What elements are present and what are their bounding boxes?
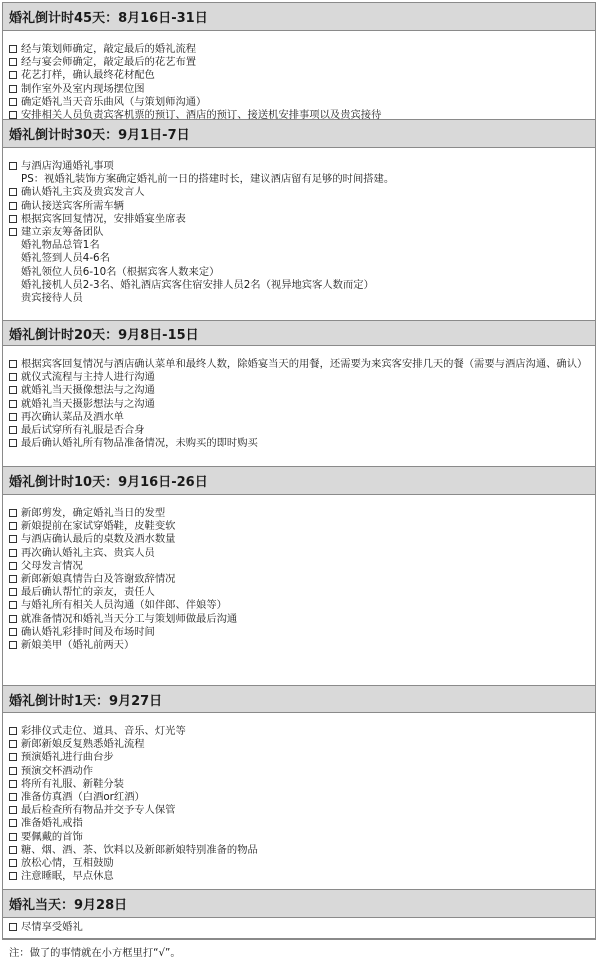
- checklist-item[interactable]: [9, 358, 589, 371]
- item-text: 最后试穿所有礼服是否合身: [21, 424, 145, 437]
- wedding-checklist: [2, 2, 596, 959]
- checklist-item[interactable]: [9, 791, 589, 804]
- item-text: 最后检查所有物品并交予专人保管: [21, 804, 176, 817]
- section-body: [3, 713, 595, 890]
- checkbox[interactable]: [9, 615, 17, 623]
- checklist-item[interactable]: [9, 56, 589, 69]
- checklist-item[interactable]: [9, 870, 589, 883]
- checkbox[interactable]: [9, 162, 17, 170]
- checklist-item[interactable]: [9, 384, 589, 397]
- item-text: 彩排仪式走位、道具、音乐、灯光等: [21, 725, 186, 737]
- checkbox[interactable]: [9, 386, 17, 394]
- checkbox[interactable]: [9, 228, 17, 236]
- section-title: 婚礼倒计时20天：9月8日-15日: [9, 327, 199, 343]
- item-text: 根据宾客回复情况与酒店确认菜单和最终人数，除婚宴当天的用餐，还需要为来宾客安排几天的餐（需要与酒店沟通、确认）: [21, 358, 588, 370]
- item-text: 经与策划师确定，敲定最后的婚礼流程: [21, 43, 197, 55]
- item-text: 预演婚礼进行曲台步: [21, 751, 114, 764]
- section-title: 婚礼当天：9月28日: [9, 898, 128, 913]
- checkbox[interactable]: [9, 767, 17, 775]
- checklist-item[interactable]: [9, 778, 589, 791]
- checklist-item[interactable]: [9, 83, 589, 96]
- checkbox[interactable]: [9, 188, 17, 196]
- item-text: 再次确认婚礼主宾、贵宾人员: [21, 546, 155, 559]
- item-text: 制作室外及室内现场摆位图: [21, 82, 145, 95]
- checkbox[interactable]: [9, 439, 17, 447]
- item-text: 新娘提前在家试穿婚鞋，皮鞋变软: [21, 520, 176, 533]
- item-text: 花艺打样，确认最终花材配色: [21, 69, 155, 82]
- checklist-item[interactable]: [9, 437, 589, 450]
- section-header: [3, 120, 595, 148]
- item-text: 确认婚礼主宾及贵宾发言人: [21, 186, 145, 199]
- item-text: 最后确认婚礼所有物品准备情况，未购买的即时购买: [21, 437, 258, 450]
- checklist-item[interactable]: [9, 751, 589, 764]
- checklist-item[interactable]: [9, 639, 589, 652]
- item-text: 与酒店沟通婚礼事项: [21, 160, 114, 172]
- item-text: 新郎新娘反复熟悉婚礼流程: [21, 738, 145, 751]
- checkbox[interactable]: [9, 872, 17, 880]
- item-text: 预演交杯酒动作: [21, 764, 94, 777]
- item-text: 就仪式流程与主持人进行沟通: [21, 371, 155, 384]
- checkbox[interactable]: [9, 641, 17, 649]
- checklist-item[interactable]: [9, 573, 589, 586]
- checkbox[interactable]: [9, 628, 17, 636]
- item-text: 将所有礼服、新鞋分装: [21, 777, 124, 790]
- item-text: 要佩戴的首饰: [21, 830, 83, 843]
- section-header: [3, 686, 595, 713]
- checklist-item[interactable]: [9, 831, 589, 844]
- section-body: [3, 918, 595, 939]
- checkbox[interactable]: [9, 413, 17, 421]
- item-text: 新郎剪发，确定婚礼当日的发型: [21, 507, 166, 519]
- checkbox[interactable]: [9, 373, 17, 381]
- item-text: 注意睡眠，早点休息: [21, 870, 114, 883]
- checklist-item[interactable]: [9, 69, 589, 82]
- checklist-item[interactable]: [9, 411, 589, 424]
- item-text: 准备仿真酒（白酒or红酒）: [21, 791, 145, 804]
- item-subtext: 婚礼接机人员2-3名、婚礼酒店宾客住宿安排人员2名（视异地宾客人数而定）: [21, 278, 374, 291]
- checkbox[interactable]: [9, 45, 17, 53]
- item-text: 新娘美甲（婚礼前两天）: [21, 639, 135, 652]
- checkbox[interactable]: [9, 522, 17, 530]
- item-text: 安排相关人员负责宾客机票的预订、酒店的预订、接送机安排事项以及贵宾接待: [21, 109, 382, 122]
- checklist-item[interactable]: [9, 424, 589, 437]
- section-header: [3, 321, 595, 346]
- checklist-item[interactable]: [9, 96, 589, 109]
- checklist-item[interactable]: [9, 200, 589, 213]
- checklist-item[interactable]: [9, 725, 589, 738]
- checklist-item[interactable]: [9, 626, 589, 639]
- checklist-item[interactable]: [9, 921, 589, 934]
- checklist-item[interactable]: [9, 613, 589, 626]
- section-title: 婚礼倒计时10天：9月16日-26日: [9, 475, 208, 490]
- checklist-item[interactable]: [9, 586, 589, 599]
- checklist-item[interactable]: [9, 520, 589, 533]
- checkbox[interactable]: [9, 833, 17, 841]
- checkbox[interactable]: [9, 923, 17, 931]
- checklist-item[interactable]: [9, 371, 589, 384]
- item-text: 确定婚礼当天音乐曲风（与策划师沟通）: [21, 95, 207, 108]
- item-subtext: 婚礼物品总管1名: [21, 239, 100, 252]
- footer-note: 注：做了的事情就在小方框里打“√”。: [9, 946, 181, 959]
- checkbox[interactable]: [9, 426, 17, 434]
- checkbox[interactable]: [9, 535, 17, 543]
- section-title: 婚礼倒计时1天：9月27日: [9, 693, 163, 709]
- checkbox[interactable]: [9, 509, 17, 517]
- item-text: 就准备情况和婚礼当天分工与策划师做最后沟通: [21, 612, 238, 625]
- item-subtext: PS：视婚礼装饰方案确定婚礼前一日的搭建时长，建议酒店留有足够的时间搭建。: [21, 173, 395, 186]
- checkbox[interactable]: [9, 753, 17, 761]
- checkbox[interactable]: [9, 780, 17, 788]
- checkbox[interactable]: [9, 85, 17, 93]
- section-body: [3, 148, 595, 321]
- item-text: 再次确认菜品及酒水单: [21, 410, 124, 423]
- checkbox[interactable]: [9, 58, 17, 66]
- checkbox[interactable]: [9, 740, 17, 748]
- checkbox[interactable]: [9, 71, 17, 79]
- item-subtext: 贵宾接待人员: [21, 292, 83, 305]
- checklist-item[interactable]: [9, 398, 589, 411]
- section-title: 婚礼倒计时45天：8月16日-31日: [9, 11, 208, 26]
- checkbox[interactable]: [9, 588, 17, 596]
- item-text: 与酒店确认最后的桌数及酒水数量: [21, 533, 176, 546]
- item-text: 父母发言情况: [21, 559, 83, 572]
- checklist-item[interactable]: [9, 160, 589, 173]
- checkbox[interactable]: [9, 846, 17, 854]
- checklist-item[interactable]: [9, 844, 589, 857]
- checkbox[interactable]: [9, 727, 17, 735]
- checkbox[interactable]: [9, 819, 17, 827]
- item-text: 放松心情，互相鼓励: [21, 857, 114, 870]
- checklist-item[interactable]: [9, 186, 589, 199]
- checklist-item[interactable]: [9, 599, 589, 612]
- item-subtext: 婚礼领位人员6-10名（根据宾客人数来定）: [21, 265, 220, 278]
- checkbox[interactable]: [9, 793, 17, 801]
- item-text: 就婚礼当天摄影想法与之沟通: [21, 397, 155, 410]
- checkbox[interactable]: [9, 601, 17, 609]
- checklist-item[interactable]: [9, 738, 589, 751]
- item-text: 最后确认帮忙的亲友，责任人: [21, 586, 155, 599]
- section-body: [3, 346, 595, 467]
- item-text: 确认婚礼彩排时间及布场时间: [21, 625, 155, 638]
- checkbox[interactable]: [9, 806, 17, 814]
- section-header: [3, 467, 595, 495]
- item-text: 与婚礼所有相关人员沟通（如伴郎、伴娘等）: [21, 599, 227, 612]
- checklist-item[interactable]: [9, 533, 589, 546]
- checkbox[interactable]: [9, 562, 17, 570]
- checklist-item[interactable]: [9, 213, 589, 226]
- checkbox[interactable]: [9, 859, 17, 867]
- item-text: 根据宾客回复情况，安排婚宴坐席表: [21, 212, 186, 225]
- checkbox[interactable]: [9, 549, 17, 557]
- section-title: 婚礼倒计时30天：9月1日-7日: [9, 128, 190, 143]
- checklist-item[interactable]: [9, 765, 589, 778]
- checklist-item[interactable]: [9, 507, 589, 520]
- checkbox[interactable]: [9, 98, 17, 106]
- item-text: 尽情享受婚礼: [21, 921, 83, 933]
- item-text: 新郎新娘真情告白及答谢致辞情况: [21, 573, 176, 586]
- checkbox[interactable]: [9, 111, 17, 119]
- item-text: 就婚礼当天摄像想法与之沟通: [21, 384, 155, 397]
- checklist-item[interactable]: [9, 857, 589, 870]
- checklist-item[interactable]: [9, 43, 589, 56]
- item-text: 确认接送宾客所需车辆: [21, 199, 124, 212]
- item-text: 准备婚礼戒指: [21, 817, 83, 830]
- item-text: 糖、烟、酒、茶、饮料以及新郎新娘特别准备的物品: [21, 843, 258, 856]
- item-text: 建立亲友筹备团队: [21, 226, 104, 239]
- checkbox[interactable]: [9, 575, 17, 583]
- section-header: [3, 890, 595, 918]
- checklist-item[interactable]: [9, 817, 589, 830]
- section-body: [3, 31, 595, 120]
- checklist-item[interactable]: [9, 226, 589, 239]
- checkbox[interactable]: [9, 400, 17, 408]
- checkbox[interactable]: [9, 202, 17, 210]
- item-text: 经与宴会师确定，敲定最后的花艺布置: [21, 56, 197, 69]
- checklist-item[interactable]: [9, 547, 589, 560]
- item-subtext: 婚礼签到人员4-6名: [21, 252, 110, 265]
- section-body: [3, 495, 595, 686]
- checkbox[interactable]: [9, 360, 17, 368]
- checklist-item[interactable]: [9, 804, 589, 817]
- section-header: [3, 3, 595, 31]
- checkbox[interactable]: [9, 215, 17, 223]
- checklist-item[interactable]: [9, 560, 589, 573]
